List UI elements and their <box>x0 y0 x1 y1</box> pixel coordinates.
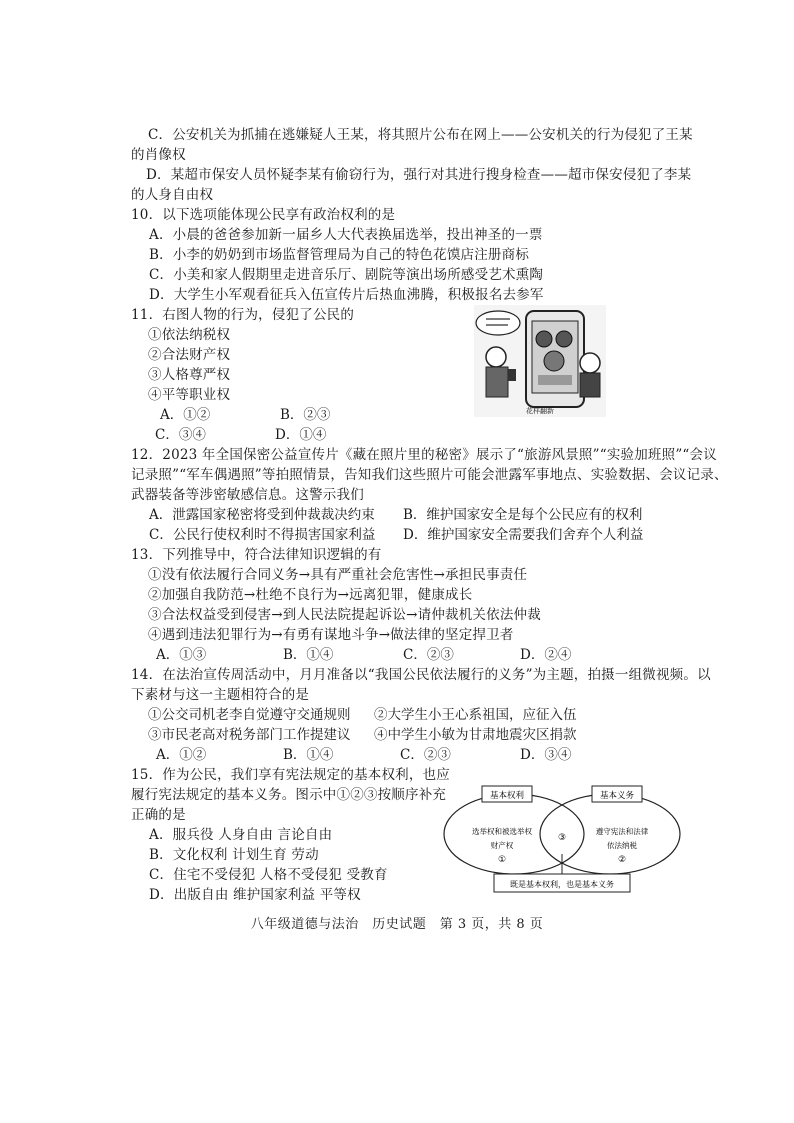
q10-option-d: D．大学生小军观看征兵入伍宣传片后热血沸腾，积极报名去参军 <box>149 287 544 303</box>
duties-title: 基本义务 <box>599 791 635 801</box>
q14-item-4: ④中学生小敏为甘肃地震灾区捐款 <box>374 727 577 743</box>
q14-option-a: A．①② <box>156 747 207 763</box>
q11-option-c: C．③④ <box>155 427 206 443</box>
rights-text-1: 选举权和被选举权 <box>472 827 532 836</box>
marker-1: ① <box>497 855 507 865</box>
q13-option-c: C．②③ <box>403 647 454 663</box>
q15-stem-line3: 正确的是 <box>131 807 186 823</box>
q11-option-d: D．①④ <box>275 427 327 443</box>
q9-option-c-line1: C．公安机关为抓捕在逃嫌疑人王某，将其照片公布在网上——公安机关的行为侵犯了王某 <box>148 127 693 143</box>
q13-option-d: D．②④ <box>520 647 572 663</box>
q11-option-b: B．②③ <box>280 407 331 423</box>
q14-option-d: D．③④ <box>520 747 572 763</box>
q13-stem: 13．下列推导中，符合法律知识逻辑的有 <box>131 547 382 563</box>
q11-item-4: ④平等职业权 <box>148 387 231 403</box>
both-box-text: 既是基本权利，也是基本义务 <box>510 880 614 889</box>
q13-option-a: A．①③ <box>156 647 207 663</box>
q13-option-b: B．①④ <box>283 647 334 663</box>
q13-item-3: ③合法权益受到侵害→到人民法院提起诉讼→请仲裁机关依法仲裁 <box>148 607 541 623</box>
q11-item-1: ①依法纳税权 <box>148 327 231 343</box>
q12-option-b: B．维护国家安全是每个公民应有的权利 <box>403 507 643 523</box>
q12-option-c: C．公民行使权利时不得损害国家利益 <box>149 527 376 543</box>
q11-option-a: A．①② <box>160 407 211 423</box>
rights-title: 基本权利 <box>489 791 525 801</box>
q9-option-d-line1: D．某超市保安人员怀疑李某有偷窃行为，强行对其进行搜身检查——超市保安侵犯了李某 <box>146 167 692 183</box>
q14-stem-line2: 下素材与这一主题相符合的是 <box>131 687 310 703</box>
q12-stem-line3: 武器装备等涉密敏感信息。这警示我们 <box>131 487 364 503</box>
q13-item-1: ①没有依法履行合同义务→具有严重社会危害性→承担民事责任 <box>148 567 528 583</box>
rights-text-2: 财产权 <box>490 841 514 850</box>
marker-2: ② <box>617 855 627 865</box>
q15-option-c: C．住宅不受侵犯 人格不受侵犯 受教育 <box>149 867 388 883</box>
q10-option-a: A．小晨的爸爸参加新一届乡人大代表换届选举，投出神圣的一票 <box>149 227 543 243</box>
q11-item-3: ③人格尊严权 <box>148 367 231 383</box>
q15-option-d: D．出版自由 维护国家利益 平等权 <box>149 887 361 903</box>
q14-stem-line1: 14．在法治宣传周活动中，月月准备以“我国公民依法履行的义务”为主题，拍摄一组微视频。以 <box>131 667 711 683</box>
q13-item-2: ②加强自我防范→杜绝不良行为→远离犯罪，健康成长 <box>148 587 473 603</box>
q10-option-c: C．小美和家人假期里走进音乐厅、剧院等演出场所感受艺术熏陶 <box>149 267 544 283</box>
q10-option-b: B．小李的奶奶到市场监督管理局为自己的特色花馍店注册商标 <box>149 247 530 263</box>
q14-option-b: B．①④ <box>283 747 334 763</box>
q15-stem-line1: 15．作为公民，我们享有宪法规定的基本权利，也应 <box>131 767 450 783</box>
q13-item-4: ④遇到违法犯罪行为→有勇有谋地斗争→做法律的坚定捍卫者 <box>148 627 514 643</box>
q15-option-b: B．文化权利 计划生育 劳动 <box>149 847 319 863</box>
q14-item-3: ③市民老高对税务部门工作提建议 <box>148 727 351 743</box>
q12-option-a: A．泄露国家秘密将受到仲裁裁决约束 <box>149 507 375 523</box>
q14-item-2: ②大学生小王心系祖国，应征入伍 <box>374 707 577 723</box>
q11-item-2: ②合法财产权 <box>148 347 231 363</box>
q10-stem: 10．以下选项能体现公民享有政治权利的是 <box>131 207 396 223</box>
q11-cartoon-image <box>474 305 606 417</box>
q9-option-d-line2: 的人身自由权 <box>131 187 214 203</box>
q15-stem-line2: 履行宪法规定的基本义务。图示中①②③按顺序补充 <box>131 787 447 803</box>
q14-item-1: ①公交司机老李自觉遵守交通规则 <box>148 707 351 723</box>
q12-stem-line1: 12．2023 年全国保密公益宣传片《藏在照片里的秘密》展示了“旅游风景照”“实验加班照”“会议 <box>131 447 717 463</box>
page-footer: 八年级道德与法治 历史试题 第 3 页，共 8 页 <box>250 917 544 932</box>
q12-option-d: D．维护国家安全需要我们舍弃个人利益 <box>403 527 644 543</box>
marker-3: ③ <box>557 833 567 843</box>
cartoon-caption: 花样翻新 <box>526 407 554 415</box>
q15-venn-diagram <box>442 776 682 898</box>
q11-stem: 11．右图人物的行为，侵犯了公民的 <box>131 307 355 323</box>
duties-text-1: 遵守宪法和法律 <box>595 827 649 836</box>
q12-stem-line2: 记录照”“军车偶遇照”等拍照情景，告知我们这些照片可能会泄露军事地点、实验数据、会议记录、 <box>131 467 728 483</box>
q15-option-a: A．服兵役 人身自由 言论自由 <box>149 827 333 843</box>
duties-text-2: 依法纳税 <box>607 841 637 850</box>
q9-option-c-line2: 的肖像权 <box>131 147 186 163</box>
q14-option-c: C．②③ <box>400 747 451 763</box>
